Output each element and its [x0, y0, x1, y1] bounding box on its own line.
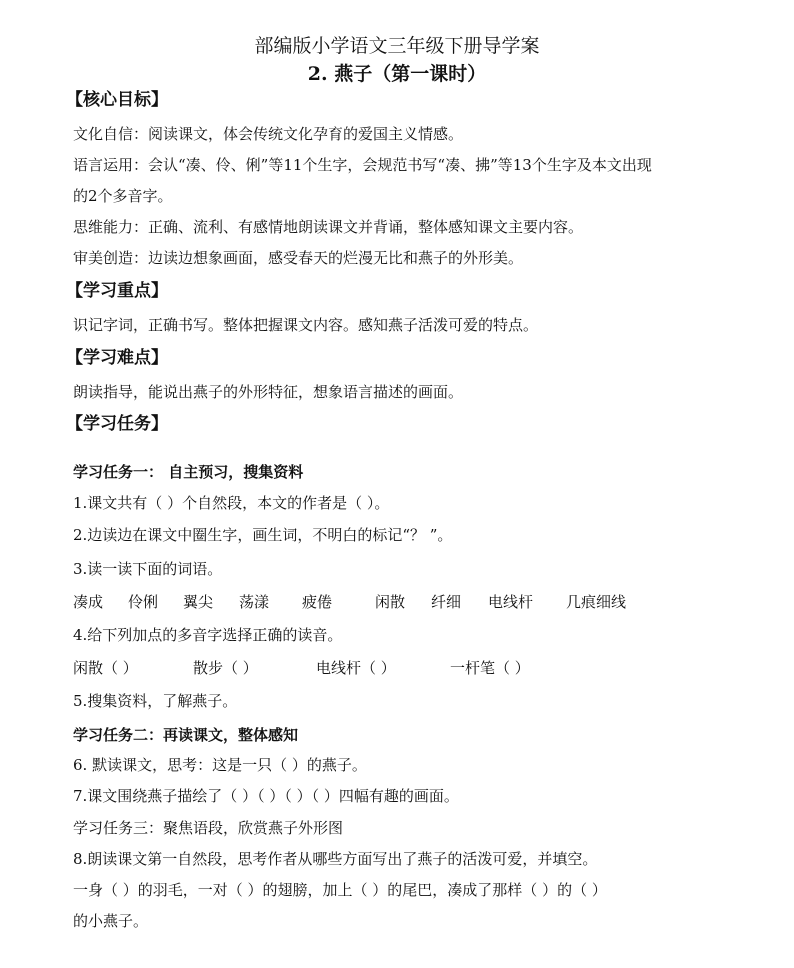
word-item: 荡漾 — [239, 593, 270, 611]
question-8: 8.朗读课文第一自然段，思考作者从哪些方面写出了燕子的活泼可爱，并填空。 — [73, 850, 598, 868]
section-heading-goals: 【核心目标】 — [66, 90, 168, 110]
section-heading-tasks: 【学习任务】 — [66, 414, 168, 434]
goal-language: 语言运用：会认“凑、伶、俐”等11个生字，会规范书写“凑、拂”等13个生字及本文出现 — [73, 156, 652, 174]
goal-cultural: 文化自信：阅读课文，体会传统文化孕育的爱国主义情感。 — [73, 125, 464, 143]
question-2: 2.边读边在课文中圈生字，画生词，不明白的标记“？ ”。 — [73, 526, 453, 544]
difficulties-text: 朗读指导，能说出燕子的外形特征，想象语言描述的画面。 — [73, 383, 464, 401]
pinyin-blank: 散步（ ） — [193, 659, 258, 677]
word-item: 凑成 — [73, 593, 104, 611]
question-8-fill: 一身（ ）的羽毛，一对（ ）的翅膀，加上（ ）的尾巴，凑成了那样（ ）的（ ） — [73, 881, 607, 899]
task3-title: 学习任务三：聚焦语段，欣赏燕子外形图 — [73, 819, 344, 837]
word-item: 几痕细线 — [566, 593, 627, 611]
key-points-text: 识记字词，正确书写。整体把握课文内容。感知燕子活泼可爱的特点。 — [73, 316, 539, 334]
word-item: 翼尖 — [183, 593, 214, 611]
word-item: 疲倦 — [302, 593, 333, 611]
word-item: 纤细 — [431, 593, 462, 611]
task1-title: 学习任务一： 自主预习，搜集资料 — [73, 463, 304, 481]
goal-language-cont: 的2个多音字。 — [73, 187, 173, 205]
goal-aesthetic: 审美创造：边读边想象画面，感受春天的烂漫无比和燕子的外形美。 — [73, 249, 524, 267]
pinyin-blank: 闲散（ ） — [73, 659, 138, 677]
section-heading-difficulties: 【学习难点】 — [66, 348, 168, 368]
lesson-title: 2. 燕子（第一课时） — [307, 63, 487, 85]
task2-title: 学习任务二：再读课文，整体感知 — [73, 726, 299, 744]
question-6: 6. 默读课文，思考：这是一只（ ）的燕子。 — [73, 756, 367, 774]
pinyin-blank: 电线杆（ ） — [316, 659, 396, 677]
worksheet-title: 部编版小学语文三年级下册导学案 — [254, 35, 540, 57]
word-item: 伶俐 — [128, 593, 159, 611]
question-7: 7.课文围绕燕子描绘了（ ）（ ）（ ）（ ）四幅有趣的画面。 — [73, 787, 459, 805]
question-4: 4.给下列加点的多音字选择正确的读音。 — [73, 626, 343, 644]
question-5: 5.搜集资料，了解燕子。 — [73, 692, 238, 710]
question-1: 1.课文共有（ ）个自然段，本文的作者是（ ）。 — [73, 494, 390, 512]
question-8-end: 的小燕子。 — [73, 912, 149, 930]
word-item: 闲散 — [375, 593, 406, 611]
section-heading-key-points: 【学习重点】 — [66, 281, 168, 301]
question-3: 3.读一读下面的词语。 — [73, 560, 223, 578]
goal-thinking: 思维能力：正确、流利、有感情地朗读课文并背诵，整体感知课文主要内容。 — [73, 218, 584, 236]
pinyin-blank: 一杆笔（ ） — [450, 659, 530, 677]
word-item: 电线杆 — [488, 593, 534, 611]
